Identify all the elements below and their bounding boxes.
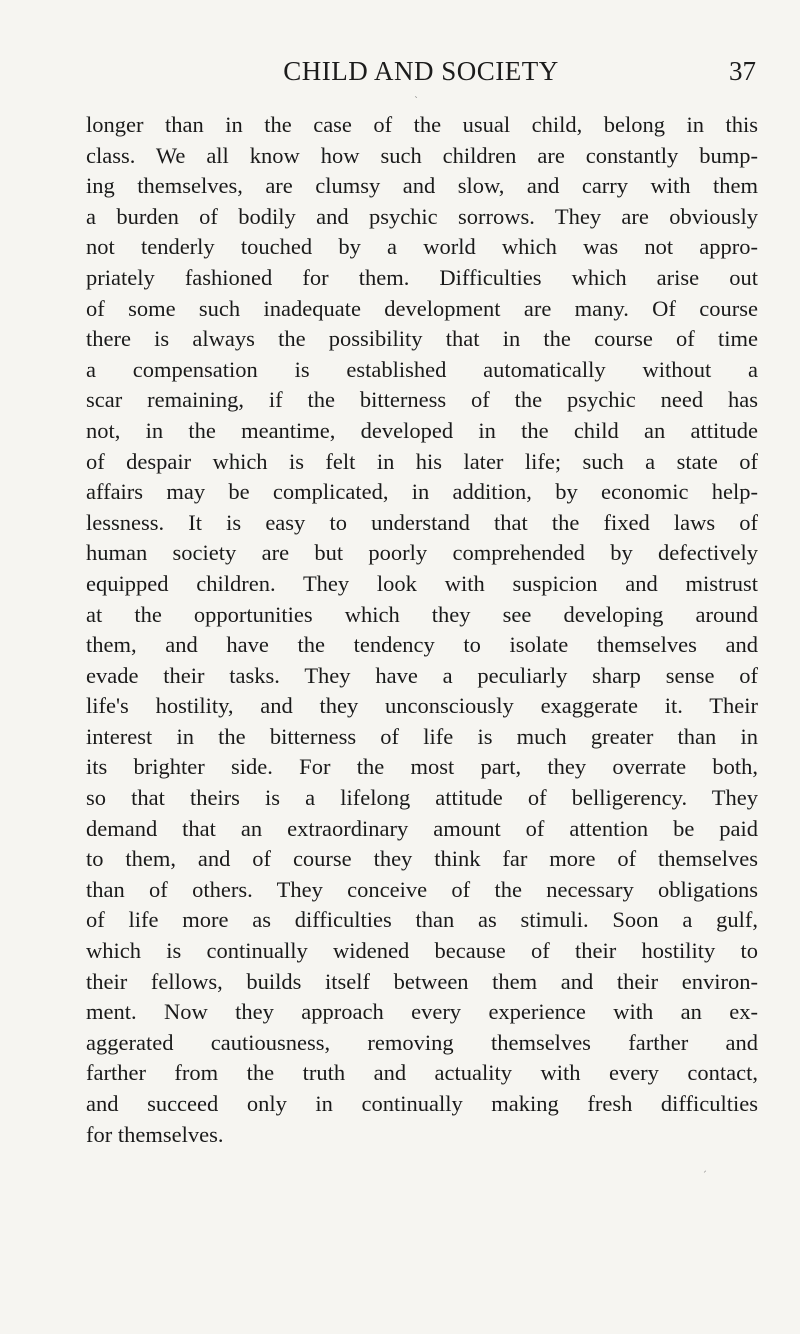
text-line: of despair which is felt in his later life; such a state of (86, 448, 758, 474)
text-line: lessness. It is easy to understand that the fixed laws of (86, 509, 758, 535)
text-line: class. We all know how such children are constantly bump- (86, 142, 758, 168)
text-line: not, in the meantime, developed in the child an attitude (86, 417, 758, 443)
text-line: scar remaining, if the bitterness of the psychic need has (86, 387, 758, 413)
text-line: equipped children. They look with suspicion and mistrust (86, 570, 758, 596)
text-line: longer than in the case of the usual child, belong in this (86, 112, 758, 137)
text-line: their fellows, builds itself between them and their environ- (86, 968, 758, 994)
text-line: to them, and of course they think far more of themselves (86, 846, 758, 872)
text-line: demand that an extraordinary amount of attention be paid (86, 815, 758, 841)
text-line: aggerated cautiousness, removing themselves farther and (86, 1029, 758, 1055)
text-line: life's hostility, and they unconsciously exaggerate it. Their (86, 693, 758, 719)
text-line: its brighter side. For the most part, they overrate both, (86, 754, 758, 780)
text-line: a burden of bodily and psychic sorrows. They are obviously (86, 203, 758, 229)
text-line: which is continually widened because of their hostility to (86, 938, 758, 964)
text-line: for themselves. (86, 1121, 224, 1147)
text-line: evade their tasks. They have a peculiarly sharp sense of (86, 662, 758, 688)
text-line: of life more as difficulties than as stimuli. Soon a gulf, (86, 907, 758, 933)
print-speck: ˏ (702, 1162, 707, 1173)
text-line: so that theirs is a lifelong attitude of belligerency. They (86, 785, 758, 811)
text-line: not tenderly touched by a world which was not appro- (86, 234, 758, 260)
running-title: CHILD AND SOCIETY (283, 56, 559, 86)
text-line: at the opportunities which they see developing around (86, 601, 758, 627)
text-line: of some such inadequate development are many. Of course (86, 295, 758, 321)
text-line: than of others. They conceive of the necessary obligations (86, 876, 758, 902)
text-line: interest in the bitterness of life is much greater than in (86, 723, 758, 749)
text-line: them, and have the tendency to isolate themselves and (86, 632, 758, 658)
text-line: and succeed only in continually making fresh difficulties (86, 1091, 758, 1116)
print-speck: ˋ (414, 96, 419, 107)
text-line: there is always the possibility that in the course of time (86, 326, 758, 352)
text-line: ing themselves, are clumsy and slow, and carry with them (86, 173, 758, 199)
text-line: human society are but poorly comprehended by defectively (86, 540, 758, 566)
page-number: 37 (729, 56, 756, 86)
text-line: a compensation is established automatically without a (86, 356, 758, 382)
text-line: affairs may be complicated, in addition, by economic help- (86, 479, 758, 505)
text-line: ment. Now they approach every experience with an ex- (86, 999, 758, 1025)
text-line: priately fashioned for them. Difficulties which arise out (86, 264, 758, 290)
running-head (86, 56, 756, 92)
text-line: farther from the truth and actuality with every contact, (86, 1060, 758, 1086)
body-text (86, 110, 758, 1150)
